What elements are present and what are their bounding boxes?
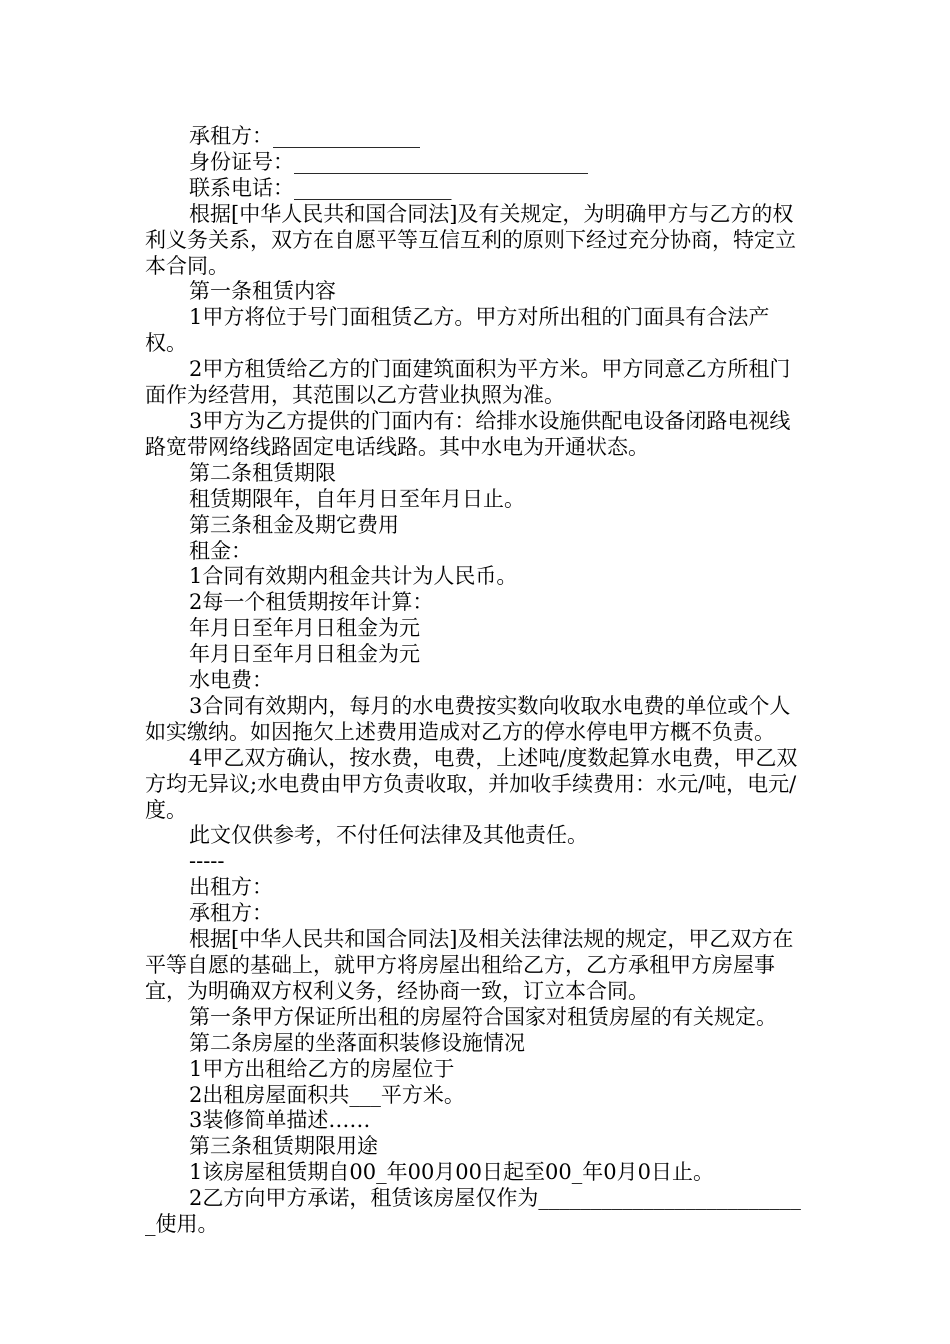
lessee-line: 承租方： bbox=[189, 901, 273, 926]
clause-paragraph: 3甲方为乙方提供的门面内有：给排水设施供配电设备闭路电视线路宽带网络线路固定电话线路。其中水电为开通状态。 bbox=[145, 408, 791, 459]
clause-paragraph: 3合同有效期内，每月的水电费按实数向收取水电费的单位或个人如实缴纳。如因拖欠上述费用造成对乙方的停水停电甲方概不负责。 bbox=[145, 693, 791, 744]
section-label: 水电费： bbox=[189, 668, 273, 693]
disclaimer-line: 此文仅供参考，不付任何法律及其他责任。 bbox=[189, 823, 588, 848]
clause-paragraph: 2出租房屋面积共___平方米。 bbox=[189, 1082, 465, 1107]
clause-paragraph: 2乙方向甲方承诺，租赁该房屋仅作为__________________________使用。 bbox=[145, 1186, 801, 1237]
clause-paragraph: 1合同有效期内租金共计为人民币。 bbox=[189, 564, 518, 589]
phone-line: 联系电话：_______________ bbox=[189, 175, 452, 200]
article-heading: 第一条租赁内容 bbox=[189, 279, 336, 304]
clause-paragraph: 1甲方出租给乙方的房屋位于 bbox=[189, 1056, 455, 1081]
article-heading: 第一条甲方保证所出租的房屋符合国家对租赁房屋的有关规定。 bbox=[189, 1004, 777, 1029]
preamble-paragraph: 根据[中华人民共和国合同法]及相关法律法规的规定，甲乙双方在平等自愿的基础上，就甲方将房屋出租给乙方，乙方承租甲方房屋事宜，为明确双方权利义务，经协商一致，订立本合同。 bbox=[145, 927, 794, 1003]
separator-line: ----- bbox=[189, 849, 225, 874]
clause-paragraph: 1该房屋租赁期自00_年00月00日起至00_年0月0日止。 bbox=[189, 1160, 714, 1185]
lessee-line: 承租方：______________ bbox=[189, 124, 420, 148]
clause-paragraph: 2甲方租赁给乙方的门面建筑面积为平方米。甲方同意乙方所租门面作为经营用，其范围以乙方营业执照为准。 bbox=[145, 357, 791, 408]
preamble-paragraph: 根据[中华人民共和国合同法]及有关规定，为明确甲方与乙方的权利义务关系，双方在自愿平等互信互利的原则下经过充分协商，特定立本合同。 bbox=[145, 201, 796, 278]
clause-paragraph: 年月日至年月日租金为元 bbox=[189, 616, 420, 641]
lessor-line: 出租方： bbox=[189, 875, 273, 900]
section-label: 租金： bbox=[189, 538, 252, 563]
article-heading: 第二条房屋的坐落面积装修设施情况 bbox=[189, 1030, 525, 1055]
article-heading: 第二条租赁期限 bbox=[189, 460, 336, 485]
clause-paragraph: 租赁期限年，自年月日至年月日止。 bbox=[189, 486, 525, 511]
clause-paragraph: 4甲乙双方确认，按水费，电费，上述吨/度数起算水电费，甲乙双方均无异议;水电费由甲方负责收取，并加收手续费用：水元/吨，电元/度。 bbox=[145, 745, 798, 822]
clause-paragraph: 年月日至年月日租金为元 bbox=[189, 642, 420, 667]
clause-paragraph: 2每一个租赁期按年计算： bbox=[189, 590, 434, 615]
document-body bbox=[145, 124, 810, 1238]
clause-paragraph: 3装修简单描述…… bbox=[189, 1108, 371, 1133]
article-heading: 第三条租金及期它费用 bbox=[189, 512, 399, 537]
article-heading: 第三条租赁期限用途 bbox=[189, 1134, 378, 1159]
id-number-line: 身份证号：____________________________ bbox=[189, 149, 588, 174]
clause-paragraph: 1甲方将位于号门面租赁乙方。甲方对所出租的门面具有合法产权。 bbox=[145, 305, 770, 356]
